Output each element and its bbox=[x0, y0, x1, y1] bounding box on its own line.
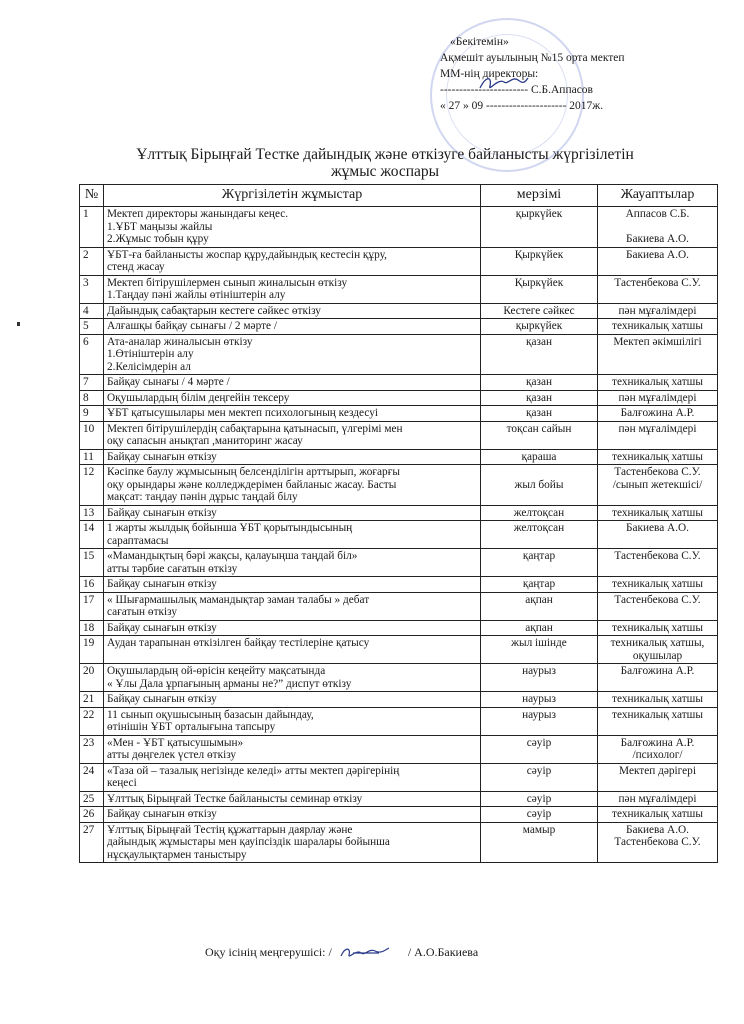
work-line: 1.Өтініштерін алу bbox=[107, 348, 194, 360]
row-number: 24 bbox=[80, 763, 104, 791]
date-line: желтоқсан bbox=[513, 506, 565, 519]
table-row bbox=[80, 275, 718, 303]
work-line: « Ұлы Дала ұрпағының арманы не?” диспут өткізу bbox=[107, 677, 352, 690]
date-cell bbox=[481, 807, 598, 823]
work-line: Мектеп бітірушілердің сабақтарына қатынасып, үлгерімі мен bbox=[107, 422, 403, 435]
row-number: 16 bbox=[80, 577, 104, 593]
date-line: наурыз bbox=[522, 665, 556, 677]
responsible-line bbox=[601, 221, 714, 234]
row-number: 25 bbox=[80, 791, 104, 807]
responsible-line: Бакиева А.О. bbox=[625, 522, 690, 534]
footer-label: Оқу ісінің меңгерушісі: / bbox=[205, 944, 332, 959]
work-line: нұсқаулықтармен таныстыру bbox=[107, 848, 247, 861]
table-row bbox=[80, 707, 718, 735]
date-line: тоқсан сайын bbox=[506, 422, 572, 435]
work-line: Алғашқы байқау сынағы / 2 мәрте / bbox=[107, 320, 277, 332]
date-cell bbox=[481, 275, 598, 303]
work-line: Ұлттық Бірыңғай Тестке байланысты семинар өткізу bbox=[107, 792, 363, 805]
responsible-line: оқушылар bbox=[632, 649, 683, 662]
date-line: сәуір bbox=[526, 792, 552, 805]
responsible-cell bbox=[598, 449, 718, 465]
work-line: Оқушылардың ой-өрісін кеңейту мақсатында bbox=[107, 665, 326, 677]
date-line: қараша bbox=[521, 450, 557, 463]
row-number: 21 bbox=[80, 692, 104, 708]
responsible-cell bbox=[598, 465, 718, 506]
date-line: сәуір bbox=[526, 808, 552, 820]
work-cell bbox=[104, 807, 481, 823]
work-line: 2.Келісімдерін ал bbox=[107, 360, 191, 373]
responsible-cell bbox=[598, 549, 718, 577]
row-number: 18 bbox=[80, 620, 104, 636]
date-cell bbox=[481, 549, 598, 577]
row-number: 17 bbox=[80, 592, 104, 620]
row-number: 1 bbox=[80, 207, 104, 248]
date-cell bbox=[481, 303, 598, 319]
work-line: Байқау сынағын өткізу bbox=[107, 506, 217, 519]
responsible-cell bbox=[598, 692, 718, 708]
table-header-row bbox=[80, 185, 718, 207]
responsible-line: техникалық хатшы bbox=[612, 450, 703, 463]
date-cell bbox=[481, 319, 598, 335]
date-line: қазан bbox=[525, 407, 553, 419]
table-row bbox=[80, 664, 718, 692]
row-number: 22 bbox=[80, 707, 104, 735]
responsible-line: техникалық хатшы, bbox=[610, 637, 705, 649]
work-cell bbox=[104, 247, 481, 275]
responsible-cell bbox=[598, 592, 718, 620]
table-row bbox=[80, 577, 718, 593]
responsible-cell bbox=[598, 636, 718, 664]
approval-heading: «Бекітемін» bbox=[450, 36, 509, 48]
table-row bbox=[80, 247, 718, 275]
responsible-line: Балғожина А.Р. bbox=[620, 665, 695, 677]
responsible-line: Балғожина А.Р. bbox=[620, 407, 695, 419]
work-cell bbox=[104, 421, 481, 449]
work-cell bbox=[104, 791, 481, 807]
row-number: 23 bbox=[80, 735, 104, 763]
date-cell bbox=[481, 763, 598, 791]
header-number: № bbox=[80, 185, 104, 207]
responsible-cell bbox=[598, 207, 718, 248]
responsible-cell bbox=[598, 319, 718, 335]
work-cell bbox=[104, 763, 481, 791]
responsible-line: Мектеп әкімшілігі bbox=[613, 335, 702, 348]
row-number: 11 bbox=[80, 449, 104, 465]
responsible-line: техникалық хатшы bbox=[612, 506, 703, 519]
responsible-cell bbox=[598, 406, 718, 422]
date-line: ақпан bbox=[525, 593, 553, 606]
work-cell bbox=[104, 390, 481, 406]
work-line: оқу сапасын анықтап ,маниторинг жасау bbox=[107, 435, 303, 447]
responsible-line: техникалық хатшы bbox=[612, 621, 703, 634]
date-line: желтоқсан bbox=[513, 522, 565, 534]
work-cell bbox=[104, 822, 481, 863]
table-row bbox=[80, 791, 718, 807]
work-line: «Таза ой – тазалық негізінде келеді» атты мектеп дәрігерінің bbox=[107, 764, 400, 777]
work-line: 1.Таңдау пәні жайлы өтініштерін алу bbox=[107, 289, 286, 301]
date-line: жыл ішінде bbox=[511, 637, 567, 649]
date-line: Қыркүйек bbox=[514, 248, 564, 261]
work-line: Мектеп бітірушілермен сынып жиналысын өткізу bbox=[107, 276, 348, 289]
date-cell bbox=[481, 791, 598, 807]
row-number: 12 bbox=[80, 465, 104, 506]
approval-school: Ақмешіт ауылының №15 орта мектеп bbox=[440, 52, 625, 64]
date-cell bbox=[481, 822, 598, 863]
work-cell bbox=[104, 592, 481, 620]
date-line: сәуір bbox=[526, 764, 552, 777]
date-line: сәуір bbox=[526, 736, 552, 749]
date-cell bbox=[481, 449, 598, 465]
responsible-cell bbox=[598, 390, 718, 406]
work-line: атты дөңгелек үстел өткізу bbox=[107, 749, 237, 761]
date-line: қазан bbox=[525, 335, 553, 348]
responsible-line: пән мұғалімдері bbox=[618, 391, 697, 404]
date-cell bbox=[481, 692, 598, 708]
responsible-cell bbox=[598, 807, 718, 823]
row-number: 5 bbox=[80, 319, 104, 335]
work-cell bbox=[104, 406, 481, 422]
work-line: өтінішін ҰБТ орталығына тапсыру bbox=[107, 721, 276, 733]
work-cell bbox=[104, 319, 481, 335]
responsible-line: Бакиева А.О. bbox=[625, 823, 690, 836]
date-line: наурыз bbox=[522, 708, 556, 721]
work-line: сағатын өткізу bbox=[107, 606, 178, 618]
work-line: Кәсіпке баулу жұмысының белсенділігін арттырып, жоғарғы bbox=[107, 466, 400, 478]
responsible-cell bbox=[598, 303, 718, 319]
table-row bbox=[80, 592, 718, 620]
row-number: 6 bbox=[80, 334, 104, 375]
table-row bbox=[80, 334, 718, 375]
work-line: 1.ҰБТ маңызы жайлы bbox=[107, 220, 213, 233]
work-line: ҰБТ қатысушылары мен мектеп психологының кездесуі bbox=[107, 407, 378, 419]
responsible-line: /психолог/ bbox=[632, 749, 683, 761]
row-number: 27 bbox=[80, 822, 104, 863]
table-row bbox=[80, 406, 718, 422]
work-cell bbox=[104, 636, 481, 664]
responsible-line: техникалық хатшы bbox=[612, 376, 703, 388]
work-cell bbox=[104, 449, 481, 465]
director-signature bbox=[478, 72, 530, 94]
work-line: Байқау сынағын өткізу bbox=[107, 808, 217, 820]
responsible-line: техникалық хатшы bbox=[612, 808, 703, 820]
responsible-line: техникалық хатшы bbox=[612, 693, 703, 705]
work-cell bbox=[104, 465, 481, 506]
row-number: 19 bbox=[80, 636, 104, 664]
responsible-line: Мектеп дәрігері bbox=[619, 764, 696, 777]
date-cell bbox=[481, 207, 598, 248]
work-line: 2.Жұмыс тобын құру bbox=[107, 233, 209, 245]
table-row bbox=[80, 390, 718, 406]
date-line: Қыркүйек bbox=[514, 276, 564, 289]
row-number: 9 bbox=[80, 406, 104, 422]
approval-position: ММ-нің директоры: bbox=[440, 68, 539, 80]
responsible-cell bbox=[598, 664, 718, 692]
work-line: кеңесі bbox=[107, 777, 137, 789]
footer-signature-line bbox=[205, 944, 478, 962]
work-line: Байқау сынағын өткізу bbox=[107, 621, 217, 634]
table-row bbox=[80, 449, 718, 465]
date-cell bbox=[481, 707, 598, 735]
date-line: қаңтар bbox=[522, 550, 556, 562]
work-cell bbox=[104, 577, 481, 593]
work-line: ҰБТ-ға байланысты жоспар құру,дайындық кестесін құру, bbox=[107, 248, 387, 261]
responsible-line: техникалық хатшы bbox=[612, 578, 703, 590]
date-cell bbox=[481, 505, 598, 521]
table-row bbox=[80, 620, 718, 636]
responsible-cell bbox=[598, 421, 718, 449]
date-cell bbox=[481, 421, 598, 449]
work-line: Оқушылардың білім деңгейін тексеру bbox=[107, 391, 290, 404]
table-row bbox=[80, 807, 718, 823]
table-row bbox=[80, 692, 718, 708]
row-number: 15 bbox=[80, 549, 104, 577]
header-work: Жүргізілетін жұмыстар bbox=[104, 185, 481, 207]
work-cell bbox=[104, 692, 481, 708]
work-line: « Шығармашылық мамандықтар заман талабы » дебат bbox=[107, 593, 370, 606]
date-cell bbox=[481, 334, 598, 375]
date-cell bbox=[481, 465, 598, 506]
head-teacher-signature bbox=[339, 944, 391, 962]
date-cell bbox=[481, 390, 598, 406]
row-number: 13 bbox=[80, 505, 104, 521]
approval-date: « 27 » 09 --------------------- 2017ж. bbox=[440, 100, 604, 112]
responsible-cell bbox=[598, 707, 718, 735]
table-row bbox=[80, 822, 718, 863]
date-line: қыркүйек bbox=[515, 208, 563, 220]
date-line bbox=[484, 466, 594, 479]
responsible-cell bbox=[598, 822, 718, 863]
responsible-cell bbox=[598, 620, 718, 636]
row-number: 26 bbox=[80, 807, 104, 823]
work-line: Ұлттық Бірыңғай Тестің құжаттарын даярлау және bbox=[107, 823, 353, 836]
work-cell bbox=[104, 620, 481, 636]
responsible-line: Тастенбекова С.У. bbox=[614, 593, 701, 606]
responsible-line: Балғожина А.Р. bbox=[620, 736, 695, 749]
responsible-line: техникалық хатшы bbox=[612, 708, 703, 721]
row-number: 2 bbox=[80, 247, 104, 275]
work-line: Мектеп директоры жанындағы кеңес. bbox=[107, 208, 289, 220]
date-line: қазан bbox=[525, 376, 553, 388]
row-number: 14 bbox=[80, 521, 104, 549]
responsible-cell bbox=[598, 791, 718, 807]
responsible-line: Аппасов С.Б. bbox=[625, 208, 690, 220]
responsible-cell bbox=[598, 375, 718, 391]
responsible-cell bbox=[598, 763, 718, 791]
work-line: 11 сынып оқушысының базасын дайындау, bbox=[107, 708, 314, 721]
date-cell bbox=[481, 375, 598, 391]
responsible-line: Тастенбекова С.У. bbox=[614, 276, 701, 289]
row-number: 7 bbox=[80, 375, 104, 391]
responsible-cell bbox=[598, 577, 718, 593]
responsible-cell bbox=[598, 521, 718, 549]
responsible-line: пән мұғалімдері bbox=[618, 422, 697, 435]
table-row bbox=[80, 319, 718, 335]
date-line: мамыр bbox=[522, 823, 556, 836]
table-row bbox=[80, 207, 718, 248]
date-line: қаңтар bbox=[522, 578, 556, 590]
responsible-line: техникалық хатшы bbox=[612, 320, 703, 332]
responsible-cell bbox=[598, 334, 718, 375]
responsible-line: /сынып жетекшісі/ bbox=[612, 478, 703, 491]
table-row bbox=[80, 421, 718, 449]
work-line: Байқау сынағын өткізу bbox=[107, 578, 217, 590]
date-line: қазан bbox=[525, 391, 553, 404]
date-cell bbox=[481, 247, 598, 275]
responsible-line: Бакиева А.О. bbox=[625, 248, 690, 261]
row-number: 4 bbox=[80, 303, 104, 319]
responsible-cell bbox=[598, 247, 718, 275]
work-line: Аудан тарапынан өткізілген байқау тестілеріне қатысу bbox=[107, 637, 370, 649]
responsible-cell bbox=[598, 505, 718, 521]
work-cell bbox=[104, 549, 481, 577]
scan-mark bbox=[17, 322, 20, 326]
date-cell bbox=[481, 620, 598, 636]
table-row bbox=[80, 465, 718, 506]
work-cell bbox=[104, 303, 481, 319]
work-cell bbox=[104, 275, 481, 303]
work-line: Байқау сынағы / 4 мәрте / bbox=[107, 376, 230, 388]
responsible-line: Тастенбекова С.У. bbox=[614, 466, 701, 478]
date-line: Кестеге сәйкес bbox=[503, 304, 575, 317]
work-line: Байқау сынағын өткізу bbox=[107, 450, 217, 463]
work-line: стенд жасау bbox=[107, 261, 165, 273]
title-line-2: жұмыс жоспары bbox=[330, 163, 440, 180]
date-cell bbox=[481, 735, 598, 763]
responsible-line: Тастенбекова С.У. bbox=[614, 836, 701, 848]
row-number: 3 bbox=[80, 275, 104, 303]
header-date: мерзімі bbox=[481, 185, 598, 207]
document-title bbox=[60, 146, 710, 180]
date-cell bbox=[481, 406, 598, 422]
date-cell bbox=[481, 521, 598, 549]
row-number: 8 bbox=[80, 390, 104, 406]
responsible-cell bbox=[598, 735, 718, 763]
table-row bbox=[80, 735, 718, 763]
work-line: «Мен - ҰБТ қатысушымын» bbox=[107, 736, 244, 749]
work-line: сараптамасы bbox=[107, 534, 169, 547]
footer-name: / А.О.Бакиева bbox=[407, 944, 479, 959]
work-line: атты тәрбие сағатын өткізу bbox=[107, 562, 238, 575]
table-row bbox=[80, 763, 718, 791]
work-line: оқу орындары және колледждерімен байланыс жасау. Басты bbox=[107, 478, 397, 491]
responsible-line: Тастенбекова С.У. bbox=[614, 550, 701, 562]
date-cell bbox=[481, 577, 598, 593]
date-line: қыркүйек bbox=[515, 320, 563, 332]
work-line: Дайындық сабақтарын кестеге сәйкес өткізу bbox=[107, 304, 321, 317]
date-cell bbox=[481, 664, 598, 692]
table-row bbox=[80, 303, 718, 319]
responsible-line: Бакиева А.О. bbox=[625, 233, 690, 245]
date-cell bbox=[481, 592, 598, 620]
work-line: мақсат: таңдау пәнін дұрыс таңдай білу bbox=[107, 491, 298, 503]
responsible-cell bbox=[598, 275, 718, 303]
work-cell bbox=[104, 505, 481, 521]
responsible-line: пән мұғалімдері bbox=[618, 792, 697, 805]
row-number: 10 bbox=[80, 421, 104, 449]
responsible-line: пән мұғалімдері bbox=[618, 304, 697, 317]
table-row bbox=[80, 549, 718, 577]
approval-director: ----------------------- С.Б.Аппасов bbox=[440, 84, 593, 96]
date-line: жыл бойы bbox=[514, 478, 564, 491]
work-cell bbox=[104, 334, 481, 375]
plan-table bbox=[79, 184, 718, 863]
row-number: 20 bbox=[80, 664, 104, 692]
header-responsible: Жауаптылар bbox=[598, 185, 718, 207]
date-cell bbox=[481, 636, 598, 664]
work-line: дайындық жұмыстары мен қауіпсіздік шаралары бойынша bbox=[107, 836, 390, 848]
table-row bbox=[80, 375, 718, 391]
table-row bbox=[80, 521, 718, 549]
date-line: ақпан bbox=[525, 621, 553, 634]
work-cell bbox=[104, 735, 481, 763]
work-cell bbox=[104, 207, 481, 248]
work-line: 1 жарты жылдық бойынша ҰБТ қорытындысының bbox=[107, 522, 353, 534]
work-cell bbox=[104, 521, 481, 549]
work-line: «Мамандықтың бәрі жақсы, қалауыңша таңдай біл» bbox=[107, 550, 358, 562]
work-cell bbox=[104, 707, 481, 735]
work-line: Байқау сынағын өткізу bbox=[107, 693, 217, 705]
date-line: наурыз bbox=[522, 693, 556, 705]
table-row bbox=[80, 505, 718, 521]
title-line-1: Ұлттық Бірыңғай Тестке дайындық және өткізуге байланысты жүргізілетін bbox=[136, 146, 634, 163]
table-row bbox=[80, 636, 718, 664]
work-cell bbox=[104, 375, 481, 391]
work-cell bbox=[104, 664, 481, 692]
work-line: Ата-аналар жиналысын өткізу bbox=[107, 335, 253, 348]
